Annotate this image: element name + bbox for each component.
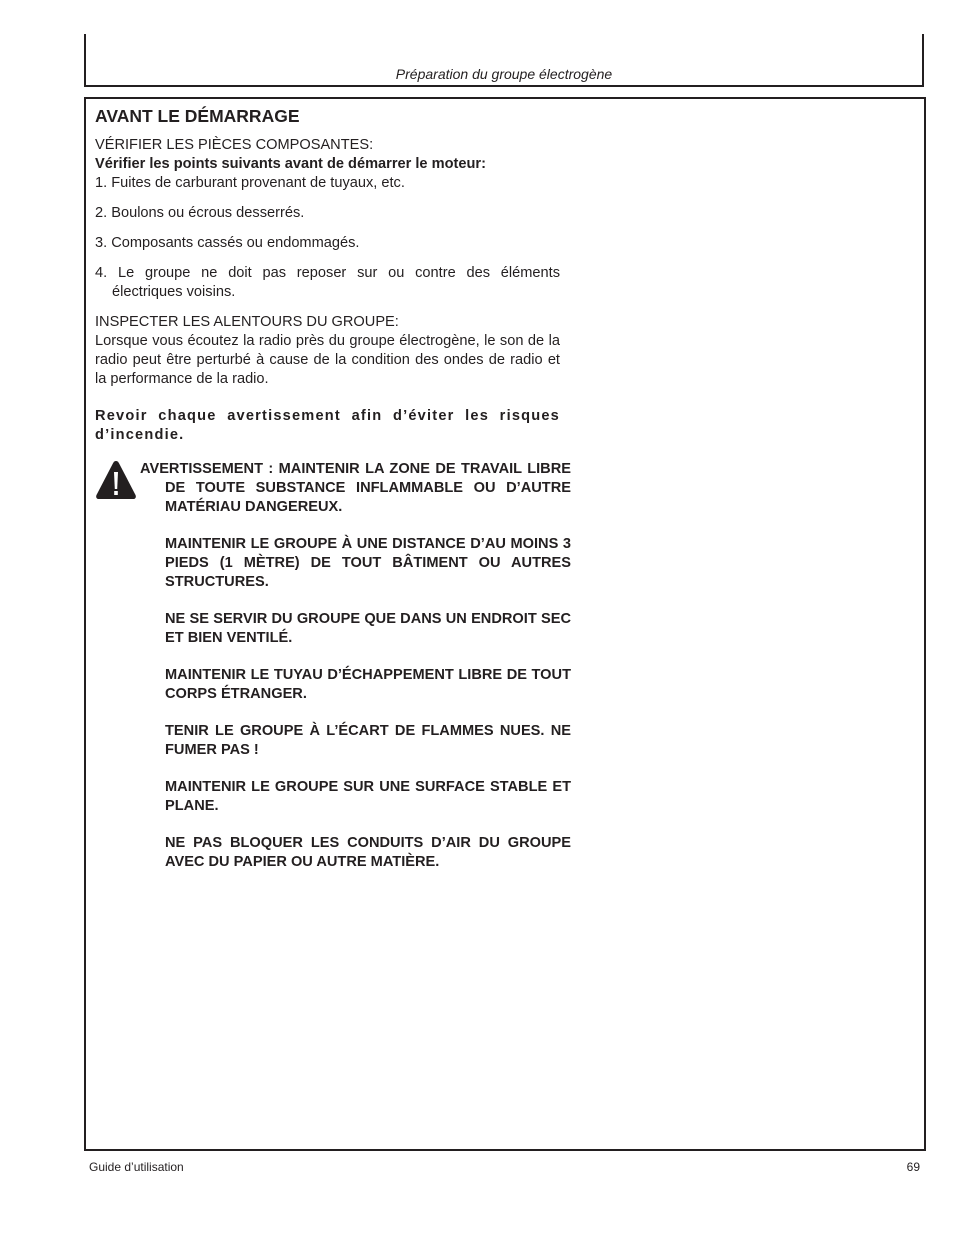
- list-item: 2. Boulons ou écrous desserrés.: [95, 205, 305, 221]
- inspect-text: Lorsque vous écoutez la radio près du groupe électrogène, le son de la radio peut être perturbé à cause de la condition des ondes de radio et la performance de la radio.: [95, 333, 560, 387]
- warning-triangle-icon: [95, 460, 137, 500]
- warning-item: MAINTENIR LE GROUPE À UNE DISTANCE D’AU MOINS 3 PIEDS (1 MÈTRE) DE TOUT BÂTIMENT OU AUTRES STRUCTURES.: [165, 536, 571, 590]
- warning-text: [140, 460, 571, 517]
- warning-item: NE SE SERVIR DU GROUPE QUE DANS UN ENDROIT SEC ET BIEN VENTILÉ.: [165, 611, 571, 646]
- list-item: 4. Le groupe ne doit pas reposer sur ou contre des éléments électriques voisins.: [95, 265, 560, 300]
- check-list: [95, 174, 560, 302]
- list-item: 1. Fuites de carburant provenant de tuyaux, etc.: [95, 175, 405, 191]
- list-item: 3. Composants cassés ou endommagés.: [95, 235, 360, 251]
- inspect-heading: INSPECTER LES ALENTOURS DU GROUPE:: [95, 314, 399, 330]
- warning-item: NE PAS BLOQUER LES CONDUITS D’AIR DU GROUPE AVEC DU PAPIER OU AUTRE MATIÈRE.: [165, 835, 571, 870]
- fire-note: Revoir chaque avertissement afin d’éviter les risques d’incendie.: [95, 408, 560, 443]
- section-title: AVANT LE DÉMARRAGE: [95, 106, 300, 126]
- main-column: [95, 106, 560, 445]
- running-header: [84, 66, 924, 82]
- check-intro: Vérifier les points suivants avant de démarrer le moteur:: [95, 156, 486, 172]
- footer-guide-title: Guide d’utilisation: [89, 1160, 184, 1174]
- warning-item: TENIR LE GROUPE À L’ÉCART DE FLAMMES NUES. NE FUMER PAS !: [165, 723, 571, 758]
- warning-item: MAINTENIR LE GROUPE SUR UNE SURFACE STABLE ET PLANE.: [165, 779, 571, 814]
- warning-block: [95, 460, 571, 872]
- check-heading: VÉRIFIER LES PIÈCES COMPOSANTES:: [95, 137, 374, 153]
- running-header-text: Préparation du groupe électrogène: [395, 66, 613, 82]
- warning-item: MAINTENIR LE TUYAU D’ÉCHAPPEMENT LIBRE DE TOUT CORPS ÉTRANGER.: [165, 667, 571, 702]
- warning-first: AVERTISSEMENT : MAINTENIR LA ZONE DE TRAVAIL LIBRE DE TOUTE SUBSTANCE INFLAMMABLE OU D’AUTRE MATÉRIAU DANGEREUX.: [140, 461, 571, 515]
- page-number: 69: [906, 1160, 920, 1174]
